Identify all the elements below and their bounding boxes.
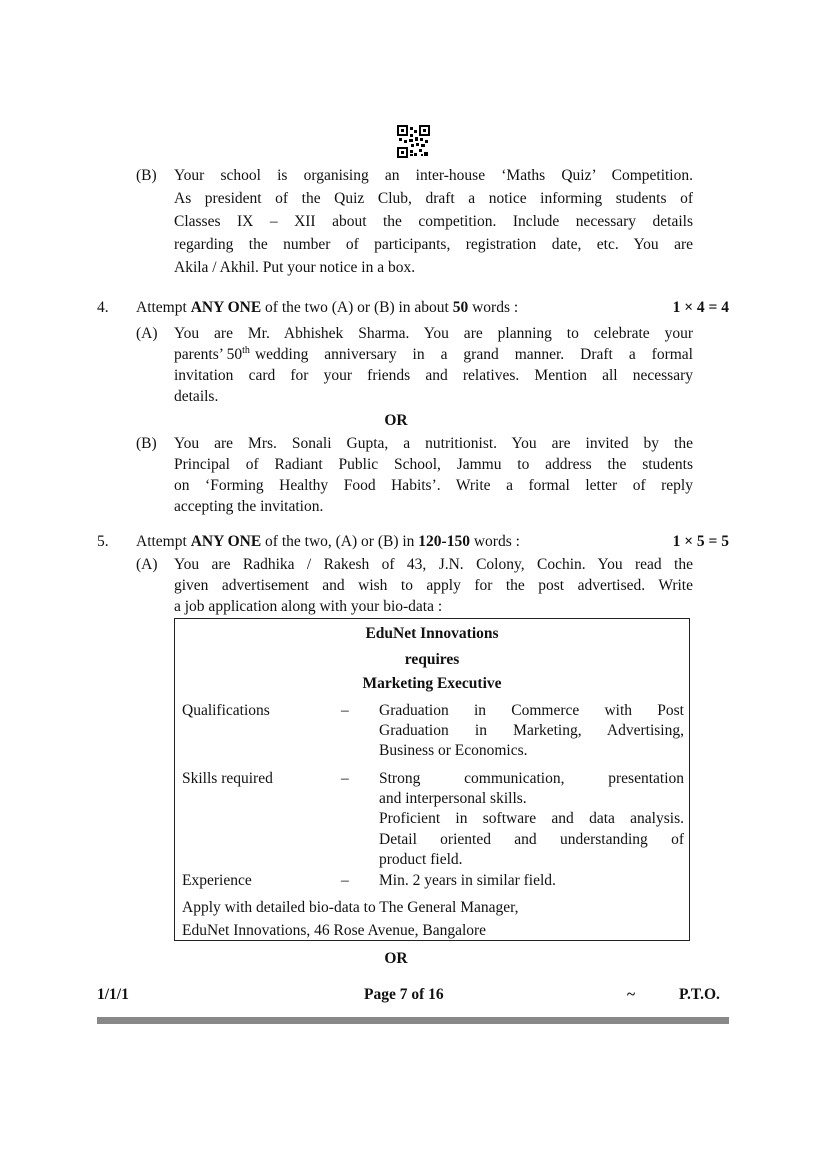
- ad-qual-label: Qualifications: [182, 702, 270, 719]
- q3b-line: Classes IX – XII about the competition. Include necessary details: [174, 213, 693, 230]
- ad-company: EduNet Innovations: [365, 625, 499, 642]
- q4a-line: parents’ 50th wedding anniversary in a grand manner. Draft a formal: [174, 344, 693, 363]
- ad-skills-label: Skills required: [182, 770, 273, 787]
- ad-skills-line: and interpersonal skills.: [379, 790, 527, 807]
- ad-dash: –: [341, 872, 349, 889]
- q3b-line: As president of the Quiz Club, draft a notice informing students of: [174, 190, 693, 207]
- q4-number: 4.: [97, 299, 109, 316]
- q4a-line: You are Mr. Abhishek Sharma. You are planning to celebrate your: [174, 325, 693, 342]
- q5-or: OR: [384, 950, 408, 967]
- qr-code-icon: [397, 125, 430, 158]
- ad-apply-line: EduNet Innovations, 46 Rose Avenue, Bangalore: [182, 922, 487, 939]
- q4a-line: invitation card for your friends and relatives. Mention all necessary: [174, 367, 693, 384]
- q4b-line: You are Mrs. Sonali Gupta, a nutritionist. You are invited by the: [174, 435, 693, 452]
- ad-apply-line: Apply with detailed bio-data to The General Manager,: [182, 899, 519, 916]
- footer-code: 1/1/1: [97, 986, 129, 1003]
- ad-qual-line: Business or Economics.: [379, 742, 528, 759]
- q4b-line: on ‘Forming Healthy Food Habits’. Write a formal letter of reply: [174, 477, 693, 494]
- q3b-line: regarding the number of participants, registration date, etc. You are: [174, 236, 693, 253]
- ad-skills-line: Strong communication, presentation: [379, 770, 684, 787]
- ad-qual-line: Graduation in Marketing, Advertising,: [379, 722, 684, 739]
- ad-dash: –: [341, 770, 349, 787]
- q3b-line: Akila / Akhil. Put your notice in a box.: [174, 259, 416, 276]
- q5a-line: given advertisement and wish to apply for the post advertised. Write: [174, 577, 693, 594]
- ad-exp-label: Experience: [182, 872, 252, 889]
- q5a-label: (A): [136, 556, 158, 573]
- ad-requires: requires: [404, 651, 460, 668]
- q4b-line: accepting the invitation.: [174, 498, 324, 515]
- q5-prompt: Attempt ANY ONE of the two, (A) or (B) in 120-150 words :: [136, 533, 520, 550]
- q4-or: OR: [384, 412, 408, 429]
- q4a-line: details.: [174, 388, 219, 405]
- q4b-label: (B): [136, 435, 157, 452]
- ad-skills-line: Proficient in software and data analysis.: [379, 810, 684, 827]
- q3b-line: Your school is organising an inter-house ‘Maths Quiz’ Competition.: [174, 167, 693, 184]
- footer-tilde: ~: [627, 986, 636, 1003]
- footer-page-number: Page 7 of 16: [364, 986, 444, 1003]
- q5-marks: 1 × 5 = 5: [672, 533, 729, 550]
- q5a-line: a job application along with your bio-data :: [174, 598, 443, 615]
- ad-skills-line: product field.: [379, 851, 463, 868]
- q4b-line: Principal of Radiant Public School, Jammu to address the students: [174, 456, 693, 473]
- q3b-label: (B): [136, 167, 157, 184]
- ad-qual-line: Graduation in Commerce with Post: [379, 702, 684, 719]
- q5-number: 5.: [97, 533, 109, 550]
- q5a-line: You are Radhika / Rakesh of 43, J.N. Colony, Cochin. You read the: [174, 556, 693, 573]
- ad-dash: –: [341, 702, 349, 719]
- ad-exp-text: Min. 2 years in similar field.: [379, 872, 556, 889]
- q4-prompt: Attempt ANY ONE of the two (A) or (B) in about 50 words :: [136, 299, 519, 316]
- q4-marks: 1 × 4 = 4: [672, 299, 729, 316]
- footer-divider: [97, 1017, 729, 1024]
- ad-post: Marketing Executive: [362, 675, 502, 692]
- footer-pto: P.T.O.: [679, 986, 720, 1003]
- q4a-label: (A): [136, 325, 158, 342]
- ad-skills-line: Detail oriented and understanding of: [379, 831, 684, 848]
